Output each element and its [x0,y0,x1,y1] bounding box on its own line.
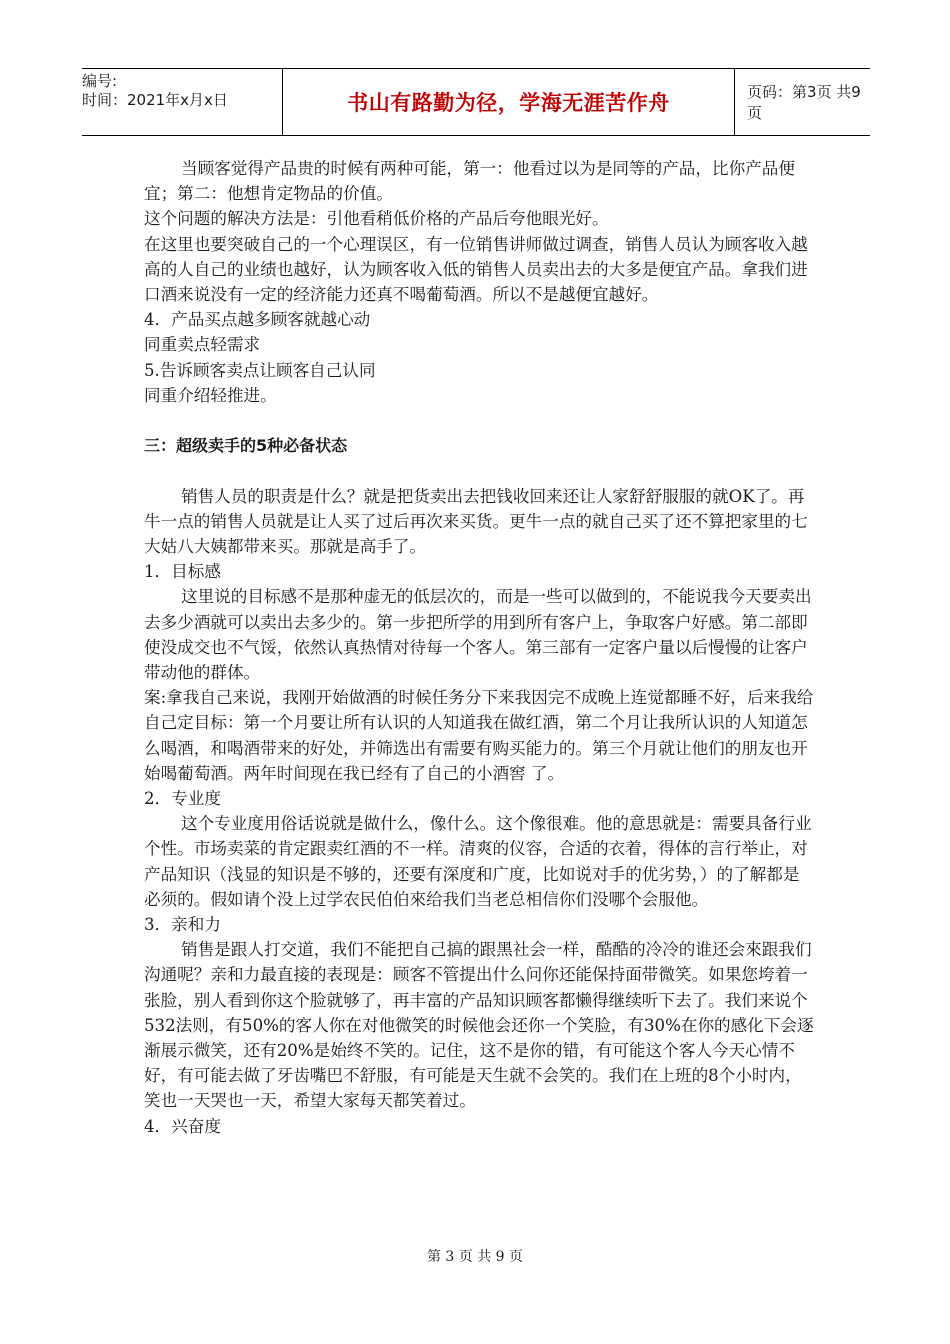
header-page-info: 页码：第3页 共9页 [747,83,861,122]
header-number-label: 编号: [82,72,118,90]
spacer [144,458,814,483]
list-item-title: 1．目标感 [144,562,221,582]
paragraph: 这里说的目标感不是那种虚无的低层次的，而是一些可以做到的，不能说我今天要卖出去多少酒就可以卖出去多少的。第一步把所学的用到所有客户上，争取客户好感。第二部即使没成交也不气馁，依然认真热情对待每一个客人。第三部有一定客户量以后慢慢的让客户带动他的群体。 [144,587,812,683]
list-item-title: 4．兴奋度 [144,1116,221,1136]
header-motto: 书山有路勤为径，学海无涯苦作舟 [347,91,670,115]
paragraph: 案:拿我自己来说，我刚开始做酒的时候任务分下来我因完不成晚上连觉都睡不好，后来我给自己定目标：第一个月要让所有认识的人知道我在做红酒，第二个月让我所认识的人知道怎么喝酒，和喝酒带来的好处，并筛选出有需要有购买能力的。第三个月就让他们的朋友也开始喝葡萄酒。两年时间现在我已经有了自己的小酒窖 了。 [144,688,814,783]
paragraph: 这个专业度用俗话说就是做什么，像什么。这个像很难。他的意思就是：需要具备行业个性。市场卖菜的肯定跟卖红酒的不一样。清爽的仪容，合适的衣着，得体的言行举止，对产品知识（浅显的知识是不够的，还要有深度和广度，比如说对手的优劣势，）的了解都是必须的。假如请个没上过学农民伯伯來给我们当老总相信你们没哪个会服他。 [144,814,812,909]
paragraph: 当顾客觉得产品贵的时候有两种可能，第一：他看过以为是同等的产品，比你产品便宜；第二：他想肯定物品的价值。 [144,159,795,204]
list-item-title: 2．专业度 [144,789,221,809]
spacer [144,408,814,433]
paragraph: 在这里也要突破自己的一个心理误区，有一位销售讲师做过调查，销售人员认为顾客收入越高的人自己的业绩也越好，认为顾客收入低的销售人员卖出去的大多是便宜产品。拿我们进口酒来说没有一定的经济能力还真不喝葡萄酒。所以不是越便宜越好。 [144,234,808,305]
header-date: 时间：2021年x月x日 [82,91,228,109]
header-motto-cell [282,69,735,135]
paragraph: 同重介绍轻推进。 [144,385,277,405]
header-meta [82,69,282,135]
paragraph: 销售是跟人打交道，我们不能把自己搞的跟黑社会一样，酷酷的冷冷的谁还会來跟我们沟通呢？亲和力最直接的表现是：顾客不管提出什么问你还能保持面带微笑。如果您垮着一张脸，别人看到你这个脸就够了，再丰富的产品知识顾客都懒得继续听下去了。我们来说个532法则，有50%的客人你在对他微笑的时候他会还你一个笑脸，有30%在你的感化下会逐渐展示微笑，还有20%是始终不笑的。记住，这不是你的错，有可能这个客人今天心情不好，有可能去做了牙齿嘴巴不舒服，有可能是天生就不会笑的。我们在上班的8个小时内，笑也一天哭也一天，希望大家每天都笑着过。 [144,940,814,1111]
list-item: 4．产品买点越多顾客就越心动 [144,310,371,330]
page-header [82,68,870,136]
list-item-title: 3．亲和力 [144,915,221,935]
paragraph: 销售人员的职责是什么？就是把货卖出去把钱收回来还让人家舒舒服服的就OK了。再牛一点的销售人员就是让人买了过后再次来买货。更牛一点的就自己买了还不算把家里的七大姑八大姨都带来买。那就是高手了。 [144,486,808,557]
list-item: 5.告诉顾客卖点让顾客自己认同 [144,360,376,380]
paragraph: 这个问题的解决方法是：引他看稍低价格的产品后夸他眼光好。 [144,209,609,229]
section-heading: 三：超级卖手的5种必备状态 [144,436,348,456]
paragraph: 同重卖点轻需求 [144,335,261,355]
page-footer: 第 3 页 共 9 页 [426,1249,524,1265]
document-body [144,156,814,1139]
